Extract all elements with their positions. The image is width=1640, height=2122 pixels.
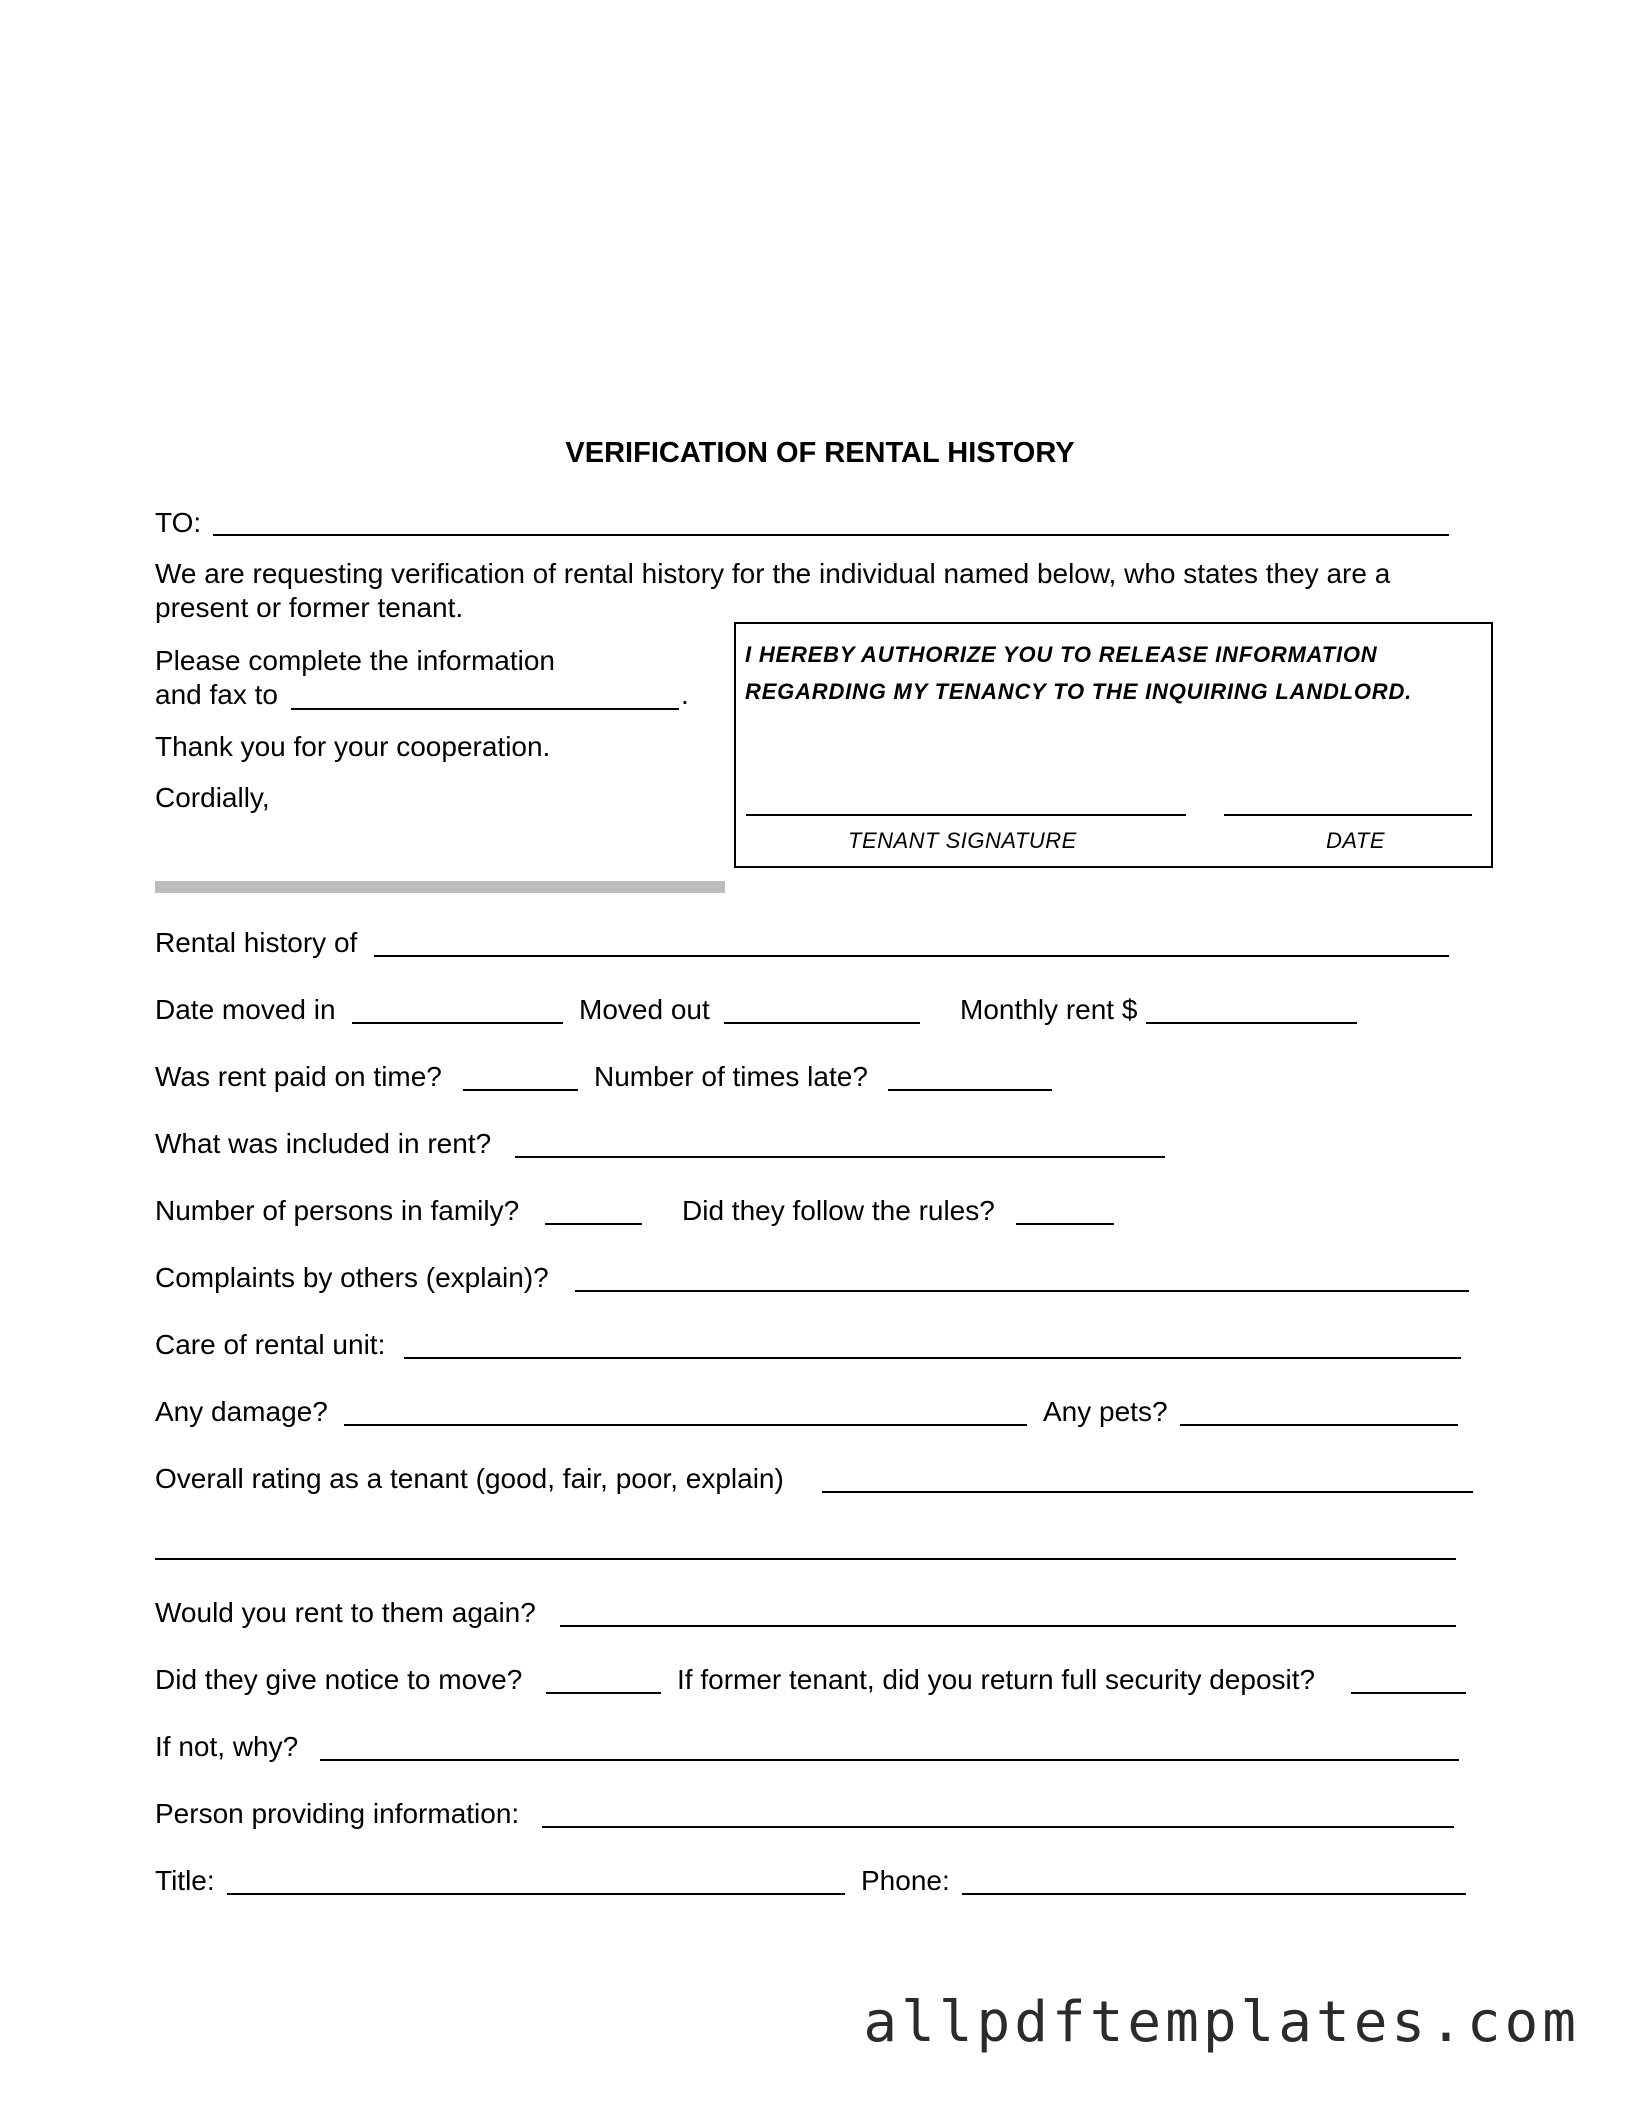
if-not-why-field[interactable] xyxy=(320,1759,1459,1761)
person-providing-label: Person providing information: xyxy=(155,1798,520,1829)
security-deposit-field[interactable] xyxy=(1351,1692,1466,1694)
date-caption: DATE xyxy=(1326,828,1386,853)
persons-in-family-label: Number of persons in family? xyxy=(155,1195,520,1226)
title-label: Title: xyxy=(155,1865,215,1896)
gave-notice-label: Did they give notice to move? xyxy=(155,1664,523,1695)
moved-out-label: Moved out xyxy=(579,994,710,1025)
complaints-field[interactable] xyxy=(575,1290,1469,1292)
authorization-text xyxy=(745,636,1412,710)
included-in-rent-field[interactable] xyxy=(515,1156,1165,1158)
authorization-line-1: I HEREBY AUTHORIZE YOU TO RELEASE INFORMATION xyxy=(745,642,1378,667)
tenant-signature-caption: TENANT SIGNATURE xyxy=(848,828,1077,853)
section-divider xyxy=(155,881,725,893)
follow-rules-label: Did they follow the rules? xyxy=(682,1195,995,1226)
rent-on-time-field[interactable] xyxy=(463,1089,578,1091)
fax-period: . xyxy=(681,679,689,710)
any-pets-field[interactable] xyxy=(1180,1424,1458,1426)
if-not-why-label: If not, why? xyxy=(155,1731,299,1762)
intro-paragraph xyxy=(155,557,1390,625)
times-late-label: Number of times late? xyxy=(594,1061,868,1092)
fax-number-field[interactable] xyxy=(291,708,679,710)
title-field[interactable] xyxy=(227,1893,845,1895)
care-of-unit-field[interactable] xyxy=(404,1357,1461,1359)
overall-rating-field[interactable] xyxy=(822,1491,1473,1493)
to-label: TO: xyxy=(155,507,202,538)
rental-history-field[interactable] xyxy=(374,955,1449,957)
tenant-signature-field[interactable] xyxy=(746,814,1186,816)
rent-again-field[interactable] xyxy=(560,1625,1456,1627)
rent-again-label: Would you rent to them again? xyxy=(155,1597,536,1628)
moved-out-field[interactable] xyxy=(724,1022,920,1024)
signature-date-field[interactable] xyxy=(1224,814,1472,816)
person-providing-field[interactable] xyxy=(542,1826,1454,1828)
monthly-rent-field[interactable] xyxy=(1146,1022,1357,1024)
times-late-field[interactable] xyxy=(888,1089,1052,1091)
complete-instruction: Please complete the information xyxy=(155,645,555,676)
gave-notice-field[interactable] xyxy=(546,1692,661,1694)
fax-label: and fax to xyxy=(155,679,278,710)
phone-label: Phone: xyxy=(861,1865,950,1896)
any-damage-label: Any damage? xyxy=(155,1396,328,1427)
monthly-rent-label: Monthly rent $ xyxy=(960,994,1138,1025)
date-moved-in-field[interactable] xyxy=(352,1022,563,1024)
persons-in-family-field[interactable] xyxy=(545,1223,642,1225)
phone-field[interactable] xyxy=(962,1893,1466,1895)
any-pets-label: Any pets? xyxy=(1043,1396,1168,1427)
document-title: VERIFICATION OF RENTAL HISTORY xyxy=(565,437,1075,469)
included-in-rent-label: What was included in rent? xyxy=(155,1128,492,1159)
care-of-unit-label: Care of rental unit: xyxy=(155,1329,386,1360)
security-deposit-label: If former tenant, did you return full security deposit? xyxy=(677,1664,1316,1695)
thank-you-text: Thank you for your cooperation. xyxy=(155,731,551,762)
site-watermark: allpdftemplates.com xyxy=(863,1990,1580,2055)
overall-rating-field-continued[interactable] xyxy=(155,1558,1456,1560)
rental-history-label: Rental history of xyxy=(155,927,358,958)
any-damage-field[interactable] xyxy=(344,1424,1027,1426)
authorization-box xyxy=(734,622,1493,868)
follow-rules-field[interactable] xyxy=(1016,1223,1114,1225)
overall-rating-label: Overall rating as a tenant (good, fair, poor, explain) xyxy=(155,1463,784,1494)
authorization-line-2: REGARDING MY TENANCY TO THE INQUIRING LANDLORD. xyxy=(745,679,1413,704)
intro-line-1: We are requesting verification of rental history for the individual named below, who states they are a xyxy=(155,558,1391,589)
to-field[interactable] xyxy=(213,534,1449,536)
closing-text: Cordially, xyxy=(155,782,270,813)
complaints-label: Complaints by others (explain)? xyxy=(155,1262,549,1293)
date-moved-in-label: Date moved in xyxy=(155,994,336,1025)
rent-on-time-label: Was rent paid on time? xyxy=(155,1061,442,1092)
intro-line-2: present or former tenant. xyxy=(155,592,464,623)
